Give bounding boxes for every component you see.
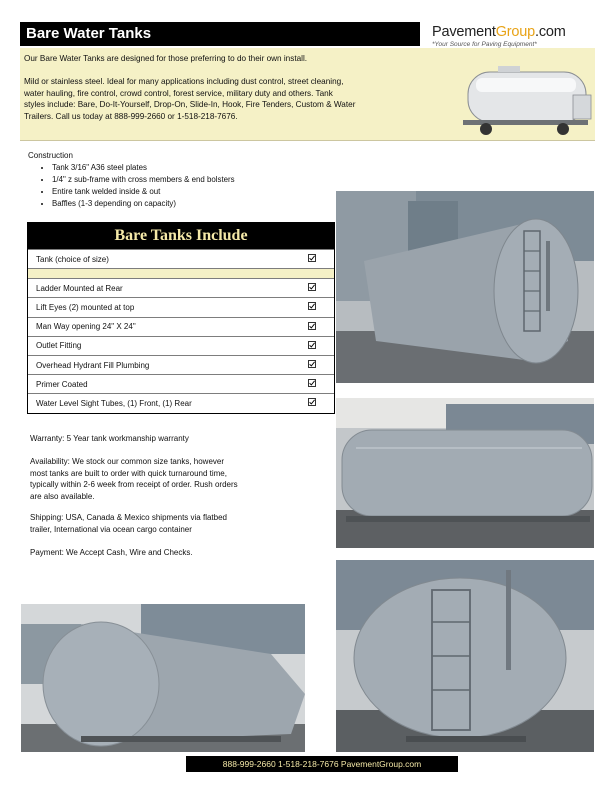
- logo-tagline: *Your Source for Paving Equipment*: [432, 41, 537, 48]
- logo-suffix: .com: [535, 24, 566, 40]
- tank-photo-side-image: [336, 398, 594, 548]
- availability-line: Availability: We stock our common size tanks, however: [30, 457, 225, 466]
- checkbox-checked-icon: [308, 341, 316, 349]
- tank-photo-angled-image: [336, 191, 594, 383]
- tank-photo-end: [21, 604, 305, 752]
- checkbox-checked-icon: [308, 283, 316, 291]
- tank-photo-angled: [336, 191, 594, 383]
- payment-text: Payment: We Accept Cash, Wire and Checks.: [30, 548, 193, 557]
- list-item: • Baffles (1-3 depending on capacity): [52, 198, 235, 210]
- tank-photo-rear: [336, 560, 594, 752]
- table-row: [28, 317, 334, 336]
- availability-text: [30, 456, 330, 502]
- list-item: • 1/4" z sub-frame with cross members & end bolsters: [52, 174, 235, 186]
- shipping-text: [30, 512, 330, 535]
- checkbox-checked-icon: [308, 322, 316, 330]
- intro-paragraph-1: Our Bare Water Tanks are designed for those preferring to do their own install.: [24, 54, 308, 63]
- shipping-line: Shipping: USA, Canada & Mexico shipments via flatbed: [30, 513, 227, 522]
- logo-accent: Group: [495, 24, 535, 40]
- row-label: Primer Coated: [36, 379, 88, 389]
- availability-line: most tanks are built to order with quick turnaround time,: [30, 468, 227, 478]
- row-label: Outlet Fitting: [36, 341, 82, 351]
- table-row: [28, 374, 334, 393]
- list-item: • Tank 3/16" A36 steel plates: [52, 162, 235, 174]
- list-item: • Entire tank welded inside & out: [52, 186, 235, 198]
- page-title: Bare Water Tanks: [20, 22, 420, 46]
- warranty-text: Warranty: 5 Year tank workmanship warranty: [30, 434, 189, 443]
- includes-table: [27, 222, 335, 414]
- row-label: Lift Eyes (2) mounted at top: [36, 302, 135, 312]
- shipping-line: trailer, International via ocean cargo container: [30, 524, 192, 534]
- availability-line: are also available.: [30, 491, 95, 501]
- table-row: [28, 355, 334, 374]
- tank-photo-rear-image: [336, 560, 594, 752]
- includes-table-title: Bare Tanks Include: [28, 223, 334, 249]
- table-row: [28, 278, 334, 297]
- intro-line-4: Trailers. Call us today at 888-999-2660 or 1-518-218-7676.: [24, 111, 238, 121]
- construction-section: [28, 150, 235, 210]
- footer-contact-bar: 888-999-2660 1-518-218-7676 PavementGroup.com: [186, 756, 458, 772]
- intro-line-1: Mild or stainless steel. Ideal for many applications including dust control, street cleaning,: [24, 77, 344, 86]
- table-row-spacer: [28, 268, 334, 278]
- table-row: [28, 249, 334, 268]
- includes-table-body: [28, 249, 334, 413]
- table-row: [28, 393, 334, 412]
- tank-truck-image: [458, 60, 593, 140]
- checkbox-checked-icon: [308, 360, 316, 368]
- row-label: Tank (choice of size): [36, 254, 109, 264]
- tank-photo-end-image: [21, 604, 305, 752]
- tank-photo-side: [336, 398, 594, 548]
- construction-heading: Construction: [28, 151, 73, 160]
- checkbox-checked-icon: [308, 398, 316, 406]
- row-label: Water Level Sight Tubes, (1) Front, (1) Rear: [36, 398, 192, 408]
- intro-line-2: water hauling, fire control, crowd control, forest service, military duty and others. Tank: [24, 88, 333, 98]
- row-label: Overhead Hydrant Fill Plumbing: [36, 360, 150, 370]
- table-row: [28, 297, 334, 316]
- table-row: [28, 336, 334, 355]
- checkbox-checked-icon: [308, 379, 316, 387]
- logo-brand: Pavement: [432, 24, 496, 40]
- intro-line-3: styles include: Bare, Do-It-Yourself, Drop-On, Slide-In, Hook, Fire Tenders, Custom & Water: [24, 100, 356, 110]
- availability-line: typically within 2-6 week from receipt of order. Rush orders: [30, 480, 238, 490]
- construction-list: [28, 162, 235, 210]
- checkbox-checked-icon: [308, 302, 316, 310]
- checkbox-checked-icon: [308, 254, 316, 262]
- row-label: Man Way opening 24" X 24": [36, 322, 136, 332]
- row-label: Ladder Mounted at Rear: [36, 283, 123, 293]
